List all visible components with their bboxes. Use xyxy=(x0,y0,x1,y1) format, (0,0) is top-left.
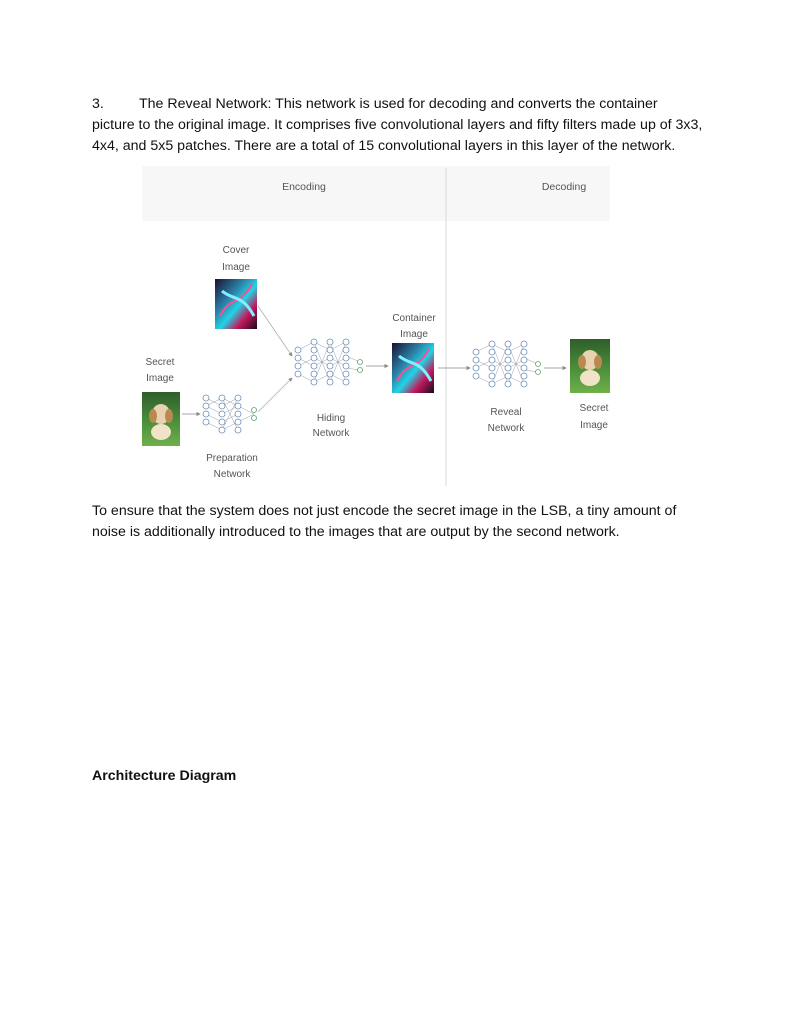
reveal-network-nodes xyxy=(473,341,541,387)
list-number: 3. xyxy=(92,96,104,112)
decoding-label: Decoding xyxy=(541,181,587,193)
secret-image xyxy=(142,392,180,446)
section-heading: Architecture Diagram xyxy=(92,768,237,784)
revealed-secret-image xyxy=(570,339,610,393)
paragraph-text: The Reveal Network: This network is used for decoding and converts the container picture to the original image. It comprises five convolutional layers and fifty filters made up of 3x3, 4x4, and 5x5 patches. There are a total of 15 convolutional layers in this layer of the network. xyxy=(92,96,703,154)
cover-image xyxy=(215,279,257,329)
secret-label-line2: Image xyxy=(146,373,174,384)
secret-out-label-line1: Secret xyxy=(579,403,609,414)
cover-label-line2: Image xyxy=(222,262,250,273)
header-band xyxy=(142,166,610,221)
paragraph-noise: To ensure that the system does not just encode the secret image in the LSB, a tiny amount of noise is additionally introduced to the images that are output by the second network. xyxy=(92,503,677,540)
secret-out-label-line2: Image xyxy=(580,420,608,431)
container-label-line1: Container xyxy=(392,313,436,324)
cover-label-line1: Cover xyxy=(222,245,250,256)
paragraph-reveal-network xyxy=(92,94,704,157)
reveal-label-line1: Reveal xyxy=(490,407,522,418)
preparation-network-graphic xyxy=(206,398,254,430)
encoding-label: Encoding xyxy=(282,181,326,193)
hiding-label-line2: Network xyxy=(312,428,350,439)
preparation-label-line1: Preparation xyxy=(206,453,258,464)
hiding-label-line1: Hiding xyxy=(316,413,346,424)
container-image xyxy=(392,343,434,393)
preparation-label-line2: Network xyxy=(213,469,251,480)
arrow-prep-to-hiding xyxy=(258,378,292,412)
hiding-network-nodes xyxy=(295,339,363,385)
arrow-cover-to-hiding xyxy=(258,306,292,356)
secret-label-line1: Secret xyxy=(145,357,175,368)
figure-svg xyxy=(142,166,610,488)
reveal-label-line2: Network xyxy=(487,423,525,434)
architecture-figure xyxy=(142,166,610,488)
container-label-line2: Image xyxy=(400,329,428,340)
